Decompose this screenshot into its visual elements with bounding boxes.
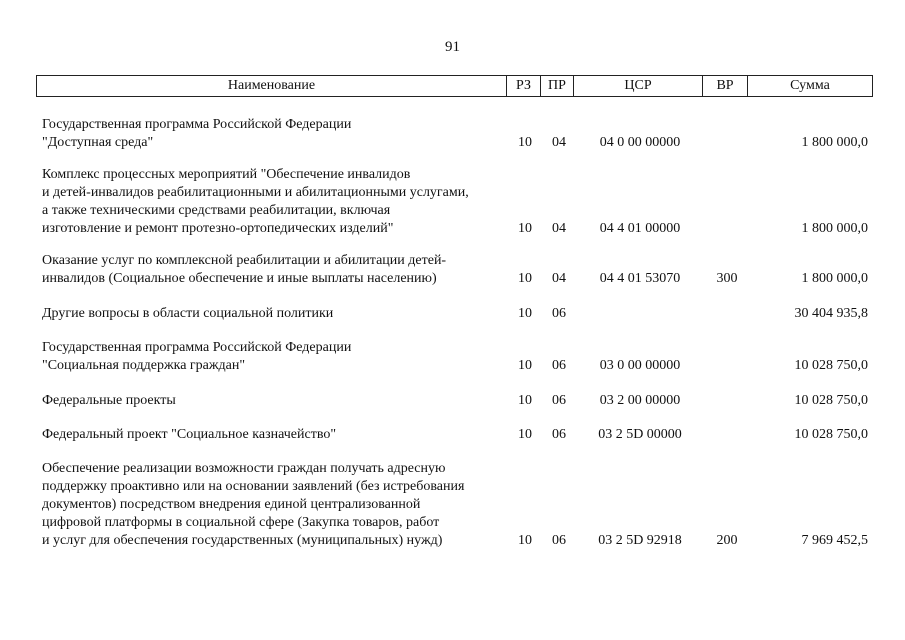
row-sum: 10 028 750,0 bbox=[794, 427, 868, 442]
row-rz: 10 bbox=[518, 221, 532, 236]
table-row bbox=[0, 166, 905, 238]
row-name: Государственная программа Российской Федерации "Доступная среда" bbox=[42, 117, 352, 150]
row-rz: 10 bbox=[518, 427, 532, 442]
row-rz: 10 bbox=[518, 533, 532, 548]
row-name: Федеральные проекты bbox=[42, 393, 176, 408]
row-rz: 10 bbox=[518, 358, 532, 373]
row-pr: 06 bbox=[552, 306, 566, 321]
header-name: Наименование bbox=[37, 76, 507, 97]
header-vr: ВР bbox=[703, 76, 748, 97]
row-name: Государственная программа Российской Федерации "Социальная поддержка граждан" bbox=[42, 340, 352, 373]
row-pr: 06 bbox=[552, 358, 566, 373]
row-pr: 06 bbox=[552, 393, 566, 408]
row-rz: 10 bbox=[518, 135, 532, 150]
row-sum: 30 404 935,8 bbox=[794, 306, 868, 321]
header-rz: РЗ bbox=[507, 76, 541, 97]
table-row bbox=[0, 252, 905, 288]
header-pr: ПР bbox=[541, 76, 574, 97]
table-row bbox=[0, 305, 905, 323]
table-row bbox=[0, 339, 905, 375]
row-name: Другие вопросы в области социальной политики bbox=[42, 306, 334, 321]
row-sum: 1 800 000,0 bbox=[801, 271, 868, 286]
row-sum: 10 028 750,0 bbox=[794, 358, 868, 373]
row-name: Федеральный проект "Социальное казначейство" bbox=[42, 427, 337, 442]
row-pr: 06 bbox=[552, 427, 566, 442]
row-csr: 04 0 00 00000 bbox=[599, 135, 681, 150]
row-sum: 10 028 750,0 bbox=[794, 393, 868, 408]
row-vr: 200 bbox=[716, 533, 738, 548]
row-pr: 06 bbox=[552, 533, 566, 548]
table-row bbox=[0, 392, 905, 410]
row-csr: 04 4 01 00000 bbox=[599, 221, 681, 236]
page-number: 91 bbox=[445, 39, 460, 55]
row-csr: 03 2 5D 00000 bbox=[598, 427, 682, 442]
row-sum: 7 969 452,5 bbox=[801, 533, 868, 548]
row-vr: 300 bbox=[716, 271, 738, 286]
row-name: Обеспечение реализации возможности граждан получать адресную поддержку проактивно или на основании заявлений (без истребования документов) посредством внедрения единой централизованной цифровой платформы в социальной сфере (Закупка товаров, работ и услуг для обеспечения государственных (муниципальных) нужд) bbox=[42, 461, 465, 548]
row-sum: 1 800 000,0 bbox=[801, 135, 868, 150]
row-csr: 03 2 00 00000 bbox=[599, 393, 681, 408]
table-row bbox=[0, 460, 905, 550]
row-rz: 10 bbox=[518, 393, 532, 408]
table-row bbox=[0, 116, 905, 152]
row-csr: 03 2 5D 92918 bbox=[598, 533, 682, 548]
row-name: Комплекс процессных мероприятий "Обеспечение инвалидов и детей-инвалидов реабилитационными и абилитационными услугами, а также техническими средствами реабилитации, включая изготовление и ремонт протезно-ортопедических изделий" bbox=[42, 167, 469, 236]
row-rz: 10 bbox=[518, 271, 532, 286]
row-csr: 04 4 01 53070 bbox=[599, 271, 681, 286]
row-pr: 04 bbox=[552, 271, 566, 286]
row-pr: 04 bbox=[552, 221, 566, 236]
header-sum: Сумма bbox=[748, 76, 873, 97]
row-csr: 03 0 00 00000 bbox=[599, 358, 681, 373]
row-rz: 10 bbox=[518, 306, 532, 321]
row-pr: 04 bbox=[552, 135, 566, 150]
table-header bbox=[36, 75, 873, 97]
row-name: Оказание услуг по комплексной реабилитации и абилитации детей- инвалидов (Социальное обеспечение и иные выплаты населению) bbox=[42, 253, 447, 286]
table-row bbox=[0, 426, 905, 444]
row-sum: 1 800 000,0 bbox=[801, 221, 868, 236]
header-csr: ЦСР bbox=[574, 76, 703, 97]
